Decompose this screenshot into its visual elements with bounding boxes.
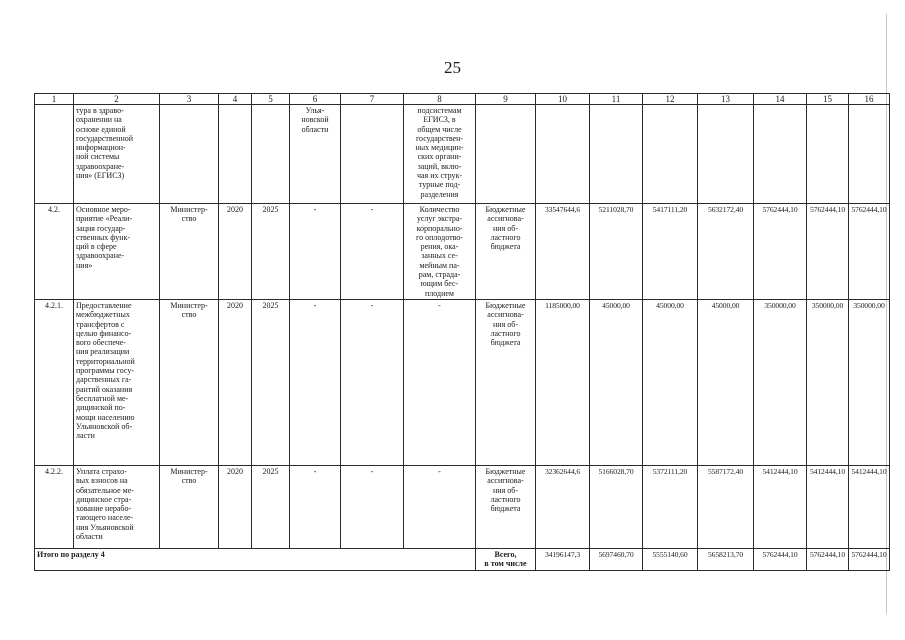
- amount-year: [849, 105, 890, 204]
- total-amount-year: 5762444,10: [807, 548, 849, 570]
- item-number: 4.2.: [35, 204, 74, 300]
- item-name: тура в здраво- охранении на основе единой государственной информацион- ной системы здравоохране- ния» (ЕГИСЗ): [74, 105, 160, 204]
- indicator: -: [404, 299, 476, 465]
- item-number: 4.2.2.: [35, 465, 74, 548]
- amount-total: [536, 105, 590, 204]
- total-amount-year: 5658213,70: [698, 548, 754, 570]
- executor: [160, 105, 219, 204]
- table-row: [35, 204, 890, 300]
- column-number: 1: [35, 94, 74, 105]
- total-amount: 34196147,3: [536, 548, 590, 570]
- amount-year: 5417111,20: [643, 204, 698, 300]
- column-6-cell: -: [290, 465, 341, 548]
- amount-year: 5412444,10: [849, 465, 890, 548]
- funding-source: [476, 105, 536, 204]
- amount-year: 5632172,40: [698, 204, 754, 300]
- item-number: 4.2.1.: [35, 299, 74, 465]
- amount-year: 45000,00: [698, 299, 754, 465]
- amount-year: 45000,00: [590, 299, 643, 465]
- column-number: 3: [160, 94, 219, 105]
- column-number: 12: [643, 94, 698, 105]
- table-row: [35, 299, 890, 465]
- column-number: 8: [404, 94, 476, 105]
- funding-source: Бюджетные ассигнова- ния об- ластного бюджета: [476, 204, 536, 300]
- amount-year: 5412444,10: [754, 465, 807, 548]
- column-number: 6: [290, 94, 341, 105]
- amount-year: 5762444,10: [754, 204, 807, 300]
- item-name: Уплата страхо- вых взносов на обязательное ме- дицинское стра- хование нерабо- тающего населе- ния Ульяновской области: [74, 465, 160, 548]
- indicator: подсистемам ЕГИСЗ, в общем числе государствен- ных медицин- ских органи- заций, вклю- чая их струк- турные под- разделения: [404, 105, 476, 204]
- total-label: Итого по разделу 4: [35, 548, 476, 570]
- amount-year: [590, 105, 643, 204]
- total-row: [35, 548, 890, 570]
- total-funding-label: Всего, в том числе: [476, 548, 536, 570]
- start-year: 2020: [219, 465, 252, 548]
- budget-table: [34, 93, 890, 571]
- column-number: 2: [74, 94, 160, 105]
- amount-total: 1185000,00: [536, 299, 590, 465]
- end-year: 2025: [252, 299, 290, 465]
- item-name: Предоставление межбюджетных трансфертов с целью финансо- вого обеспече- ния реализации территориальной программы госу- дарственных га- рантий оказания бесплатной ме- дицинской по- мощи населению Ульяновской об- ласти: [74, 299, 160, 465]
- executor: Министер- ство: [160, 299, 219, 465]
- amount-year: 5211028,70: [590, 204, 643, 300]
- amount-year: 5587172,40: [698, 465, 754, 548]
- column-number: 5: [252, 94, 290, 105]
- amount-year: [698, 105, 754, 204]
- table-row: [35, 465, 890, 548]
- item-number: [35, 105, 74, 204]
- executor: Министер- ство: [160, 204, 219, 300]
- indicator: Количество услуг экстра- корпорально- го оплодотво- рения, ока- занных се- мейным па- рам, страда- ющим бес- плодием: [404, 204, 476, 300]
- start-year: 2020: [219, 204, 252, 300]
- column-6-cell: -: [290, 204, 341, 300]
- indicator: -: [404, 465, 476, 548]
- header-row: [35, 94, 890, 105]
- column-number: 4: [219, 94, 252, 105]
- amount-total: 32362644,6: [536, 465, 590, 548]
- total-amount-year: 5762444,10: [754, 548, 807, 570]
- column-number: 10: [536, 94, 590, 105]
- amount-year: 5166028,70: [590, 465, 643, 548]
- amount-year: 350000,00: [754, 299, 807, 465]
- column-number: 15: [807, 94, 849, 105]
- amount-total: 33547644,6: [536, 204, 590, 300]
- page-number: 25: [444, 58, 461, 77]
- funding-source: Бюджетные ассигнова- ния об- ластного бюджета: [476, 299, 536, 465]
- start-year: 2020: [219, 299, 252, 465]
- end-year: 2025: [252, 465, 290, 548]
- amount-year: 5762444,10: [849, 204, 890, 300]
- end-year: [252, 105, 290, 204]
- column-6-cell: -: [290, 299, 341, 465]
- executor: Министер- ство: [160, 465, 219, 548]
- column-number: 11: [590, 94, 643, 105]
- item-name: Основное меро- приятие «Реали- зация государ- ственных функ- ций в сфере здравоохране- ния»: [74, 204, 160, 300]
- amount-year: 5412444,10: [807, 465, 849, 548]
- amount-year: 5372111,20: [643, 465, 698, 548]
- column-number: 14: [754, 94, 807, 105]
- total-amount-year: 5697460,70: [590, 548, 643, 570]
- column-7-cell: -: [341, 299, 404, 465]
- start-year: [219, 105, 252, 204]
- column-7-cell: [341, 105, 404, 204]
- amount-year: 5762444,10: [807, 204, 849, 300]
- column-6-cell: Улья- новской области: [290, 105, 341, 204]
- table-row: [35, 105, 890, 204]
- amount-year: [643, 105, 698, 204]
- amount-year: [807, 105, 849, 204]
- end-year: 2025: [252, 204, 290, 300]
- column-number: 13: [698, 94, 754, 105]
- column-7-cell: -: [341, 465, 404, 548]
- column-number: 16: [849, 94, 890, 105]
- amount-year: 350000,00: [807, 299, 849, 465]
- funding-source: Бюджетные ассигнова- ния об- ластного бюджета: [476, 465, 536, 548]
- amount-year: 45000,00: [643, 299, 698, 465]
- column-number: 9: [476, 94, 536, 105]
- total-amount-year: 5555140,60: [643, 548, 698, 570]
- total-amount-year: 5762444,10: [849, 548, 890, 570]
- column-7-cell: -: [341, 204, 404, 300]
- amount-year: [754, 105, 807, 204]
- amount-year: 350000,00: [849, 299, 890, 465]
- column-number: 7: [341, 94, 404, 105]
